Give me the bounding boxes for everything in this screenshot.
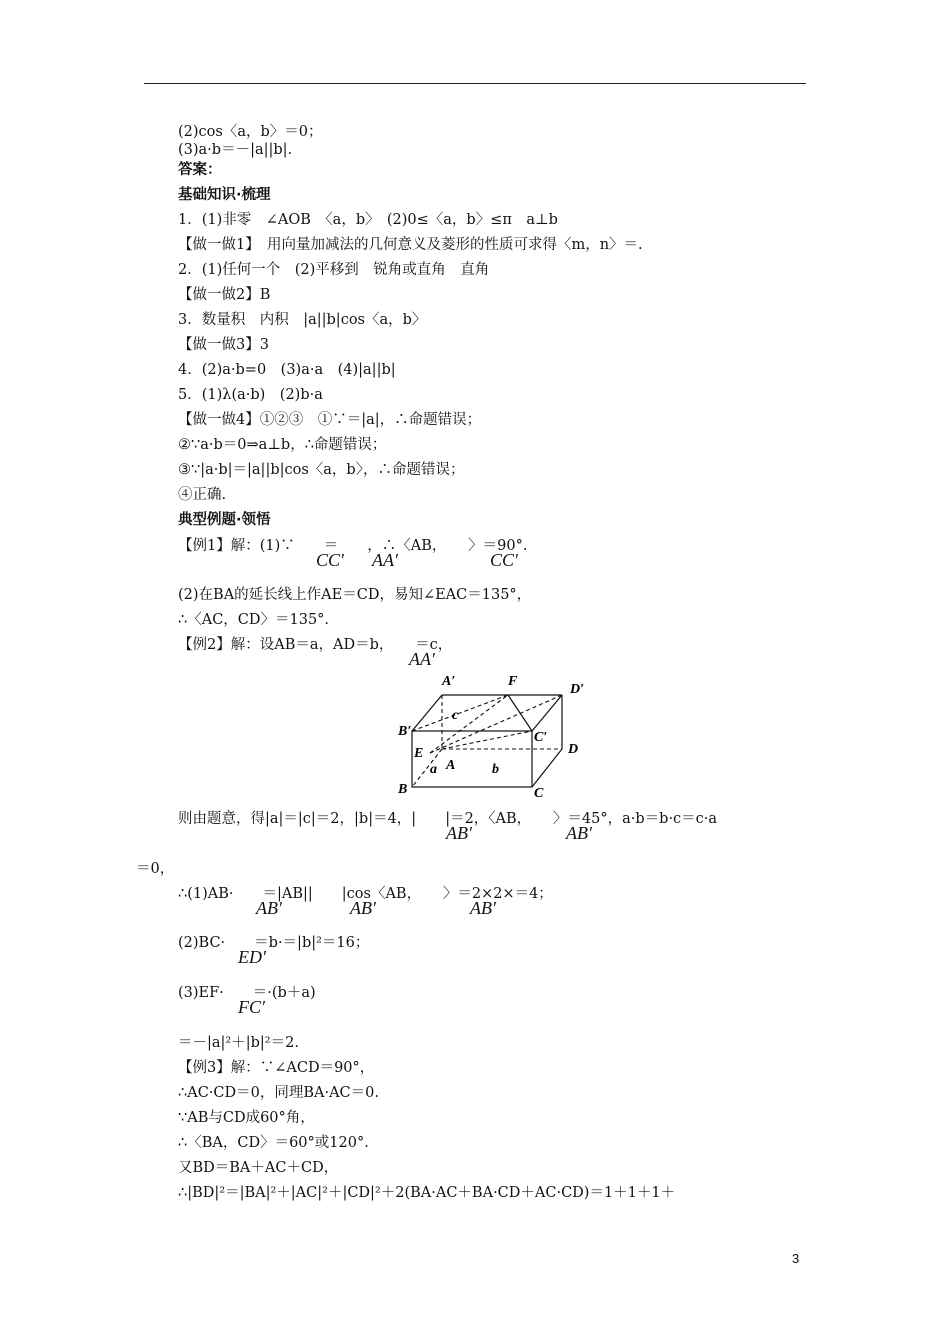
figure-label: B bbox=[398, 782, 408, 797]
text-line: 5．(1)λ(a·b) (2)b·a bbox=[178, 387, 323, 403]
text-line: 2．(1)任何一个 (2)平移到 锐角或直角 直角 bbox=[178, 262, 490, 278]
vector-label: CC′ bbox=[316, 550, 344, 570]
text-line: ②∵a·b＝0⇒a⊥b，∴命题错误； bbox=[178, 437, 387, 453]
text-line: 【做一做3】3 bbox=[178, 337, 269, 353]
text-line: 【例2】解：设AB＝a，AD＝b， ＝c， bbox=[178, 637, 453, 653]
text-line: 4．(2)a·b=0 (3)a·a (4)|a||b| bbox=[178, 362, 396, 378]
text-line: (3)a·b＝－|a||b|. bbox=[178, 142, 293, 158]
figure-label-layer bbox=[397, 674, 584, 798]
text-line: ∴〈BA，CD〉＝60°或120°. bbox=[178, 1135, 369, 1151]
text-line: 【例3】解：∵∠ACD＝90°， bbox=[178, 1060, 375, 1076]
figure-label: D′ bbox=[570, 682, 585, 697]
text-line: 又BD＝BA＋AC＋CD， bbox=[178, 1160, 339, 1176]
text-line: ＝－|a|²＋|b|²＝2. bbox=[178, 1035, 299, 1051]
header-rule bbox=[144, 83, 806, 84]
text-line: (3)EF· ＝·(b＋a) bbox=[178, 985, 316, 1001]
figure-label: C′ bbox=[534, 730, 548, 745]
figure-label: A′ bbox=[442, 674, 456, 689]
text-line: 【做一做4】①②③ ①∵＝|a|，∴命题错误； bbox=[178, 412, 482, 428]
text-line: 3．数量积 内积 |a||b|cos〈a，b〉 bbox=[178, 312, 427, 328]
figure-label: B′ bbox=[398, 724, 412, 739]
vector-label: AB′ bbox=[256, 898, 282, 918]
text-line: (2)在BA的延长线上作AE＝CD，易知∠EAC＝135°， bbox=[178, 587, 532, 603]
text-line: ④正确. bbox=[178, 487, 227, 503]
vector-label: AA′ bbox=[372, 550, 398, 570]
vector-label: CC′ bbox=[490, 550, 518, 570]
cuboid-figure bbox=[390, 673, 620, 798]
figure-label: c bbox=[452, 708, 459, 723]
text-line: ③∵|a·b|＝|a||b|cos〈a，b〉，∴命题错误； bbox=[178, 462, 465, 478]
text-line: ∴AC·CD＝0，同理BA·AC＝0. bbox=[178, 1085, 379, 1101]
text-line: ∴(1)AB· ＝|AB|| |cos〈AB， 〉＝2×2×＝4； bbox=[178, 886, 553, 902]
text-line: 【做一做1】 用向量加减法的几何意义及菱形的性质可求得〈m，n〉＝. bbox=[178, 237, 643, 253]
text-line: 则由题意，得|a|＝|c|＝2，|b|＝4，| |＝2，〈AB， 〉＝45°，a·b＝b·c＝c·a bbox=[178, 811, 718, 827]
vector-label: AB′ bbox=[350, 898, 376, 918]
vector-label: FC′ bbox=[238, 997, 265, 1017]
vector-label: AB′ bbox=[470, 898, 496, 918]
text-line: ∵AB与CD成60°角， bbox=[178, 1110, 315, 1126]
text-line: (2)cos〈a，b〉＝0； bbox=[178, 124, 323, 140]
figure-label: a bbox=[430, 762, 437, 777]
page-number: 3 bbox=[792, 1251, 800, 1266]
vector-label: AA′ bbox=[409, 649, 435, 669]
text-line: 1．(1)非零 ∠AOB 〈a，b〉 (2)0≤〈a，b〉≤π a⊥b bbox=[178, 212, 558, 228]
text-line: 【做一做2】B bbox=[178, 287, 271, 303]
figure-label: C bbox=[534, 786, 544, 798]
vector-label: AB′ bbox=[566, 823, 592, 843]
figure-label: b bbox=[492, 762, 499, 777]
figure-label: D bbox=[568, 742, 579, 757]
vector-label: ED′ bbox=[238, 947, 266, 967]
text-line: 典型例题·领悟 bbox=[178, 512, 271, 528]
text-line: 基础知识·梳理 bbox=[178, 187, 271, 203]
figure-label: A bbox=[446, 758, 456, 773]
vector-label: AB′ bbox=[446, 823, 472, 843]
text-line: 答案： bbox=[178, 162, 222, 178]
text-line: ∴|BD|²＝|BA|²＋|AC|²＋|CD|²＋2(BA·AC＋BA·CD＋AC·CD)＝1＋1＋1＋ bbox=[178, 1185, 676, 1201]
text-line: (2)BC· ＝b·＝|b|²＝16； bbox=[178, 935, 370, 951]
text-line: 【例1】解：(1)∵ ＝ ，∴〈AB， 〉＝90°. bbox=[178, 538, 528, 554]
figure-label: F bbox=[508, 674, 518, 689]
text-line: ＝0， bbox=[136, 861, 175, 877]
text-line: ∴〈AC，CD〉＝135°. bbox=[178, 612, 330, 628]
figure-label: E bbox=[414, 746, 424, 761]
